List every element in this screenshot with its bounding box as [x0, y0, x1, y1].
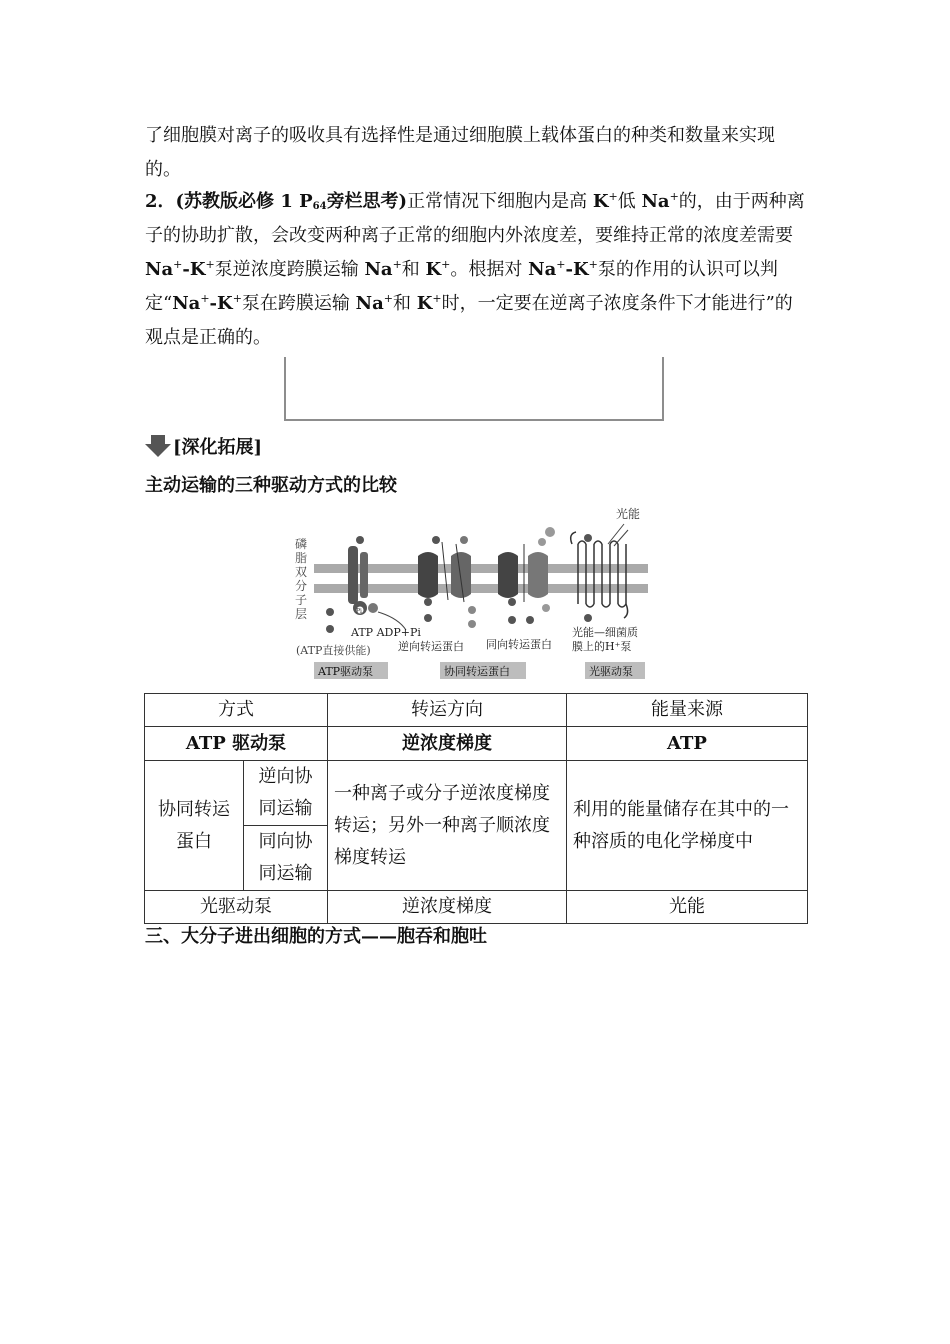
- svg-text:子: 子: [295, 593, 308, 607]
- svg-text:分: 分: [295, 579, 308, 593]
- symporter: [498, 527, 555, 624]
- cotransport-direction-cell: 一种离子或分子逆浓度梯度转运；另外一种离子顺浓度梯度转运: [328, 761, 567, 891]
- active-transport-diagram: [288, 500, 662, 684]
- table-header-row: [145, 694, 808, 727]
- svg-text:Pi: Pi: [356, 608, 362, 615]
- symport-cell: 同向协同运输: [244, 826, 328, 891]
- table-row: ATP 驱动泵 逆浓度梯度 ATP: [145, 727, 808, 761]
- svg-text:膜上的H⁺泵: 膜上的H⁺泵: [572, 640, 632, 653]
- item-number: 2．: [145, 191, 176, 212]
- antiport-cell: 逆向协同运输: [244, 761, 328, 826]
- comparison-table: [144, 693, 808, 924]
- svg-text:同向转运蛋白: 同向转运蛋白: [486, 638, 552, 651]
- cotransport-energy-cell: 利用的能量储存在其中的一种溶质的电化学梯度中: [567, 761, 808, 891]
- svg-text:光能—细菌质: 光能—细菌质: [572, 626, 638, 639]
- section-heading: [145, 432, 262, 460]
- down-arrow-icon: [145, 435, 171, 457]
- table-row: [145, 761, 808, 826]
- svg-text:光能: 光能: [616, 507, 641, 521]
- light-driven-pump: [571, 532, 628, 618]
- textbook-reference: (苏教版必修 1 $P_{64}$旁栏思考): [175, 191, 408, 212]
- answer-blank-box: [284, 357, 664, 421]
- header-direction: 转运方向: [328, 694, 567, 727]
- svg-text:逆向转运蛋白: 逆向转运蛋白: [398, 640, 464, 653]
- section-title: [深化拓展]: [173, 437, 263, 458]
- header-energy: 能量来源: [567, 694, 808, 727]
- svg-text:ATP ADP+Pi: ATP ADP+Pi: [351, 626, 421, 639]
- header-mode: 方式: [145, 694, 328, 727]
- paragraph-1-text: 了细胞膜对离子的吸收具有选择性是通过细胞膜上载体蛋白的种类和数量来实现的。: [145, 125, 775, 180]
- paragraph-2: 2．(苏教版必修 1 $P_{64}$旁栏思考)正常情况下细胞内是高 K+低 Na+的，由于两种离子的协助扩散，会改变两种离子正常的细胞内外浓度差，要维持正常的浓度差需要 Na+-K+泵逆浓度跨膜运输 Na+和 K+。根据对 Na+-K+泵的作用的认识可以判定“Na+-K+泵在跨膜运输 Na+和 K+时，一定要在逆离子浓度条件下才能进行”的观点是正确的。: [145, 190, 805, 348]
- svg-text:(ATP直接供能): (ATP直接供能): [296, 644, 371, 657]
- paragraph-1: [145, 119, 810, 187]
- svg-text:ATP驱动泵: ATP驱动泵: [318, 665, 374, 678]
- svg-text:协同转运蛋白: 协同转运蛋白: [444, 665, 510, 678]
- antiporter: [418, 536, 476, 628]
- svg-text:磷: 磷: [295, 537, 308, 551]
- svg-text:层: 层: [295, 607, 308, 621]
- heading-section-3: 三、大分子进出细胞的方式——胞吞和胞吐: [145, 926, 487, 947]
- phospholipid-bilayer-label: [295, 536, 307, 621]
- cotransporter-cell: 协同转运蛋白: [145, 761, 244, 891]
- svg-text:双: 双: [295, 565, 308, 579]
- comparison-subtitle: 主动运输的三种驱动方式的比较: [145, 475, 397, 496]
- svg-text:光驱动泵: 光驱动泵: [589, 665, 633, 678]
- svg-text:脂: 脂: [295, 551, 308, 565]
- table-row: 光驱动泵 逆浓度梯度 光能: [145, 891, 808, 924]
